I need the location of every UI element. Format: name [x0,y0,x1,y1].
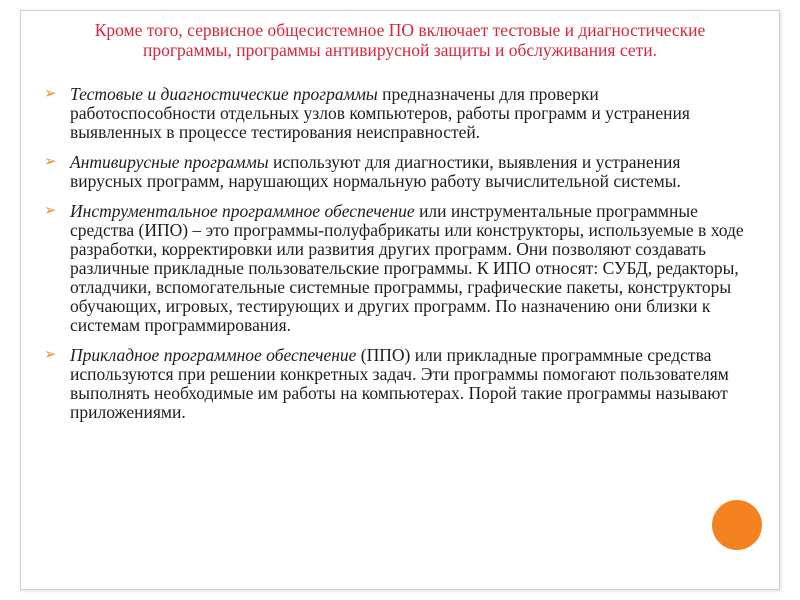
bullet-text: (ППО) или прикладные программные средства используются при решении конкретных задач. Эти программы помогают пользователям выполнять необходимые им работы на компьютерах. Порой такие программы называют приложениями. [70,345,729,422]
list-item [44,85,744,142]
bullet-arrow-icon: ➢ [44,347,57,363]
bullet-term: Инструментальное программное обеспечение [70,201,415,221]
bullet-arrow-icon: ➢ [44,154,57,170]
list-item [44,346,744,422]
intro-paragraph: Кроме того, сервисное общесистемное ПО включает тестовые и диагностические программы, программы антивирусной защиты и обслуживания сети. [94,20,706,60]
bullet-arrow-icon: ➢ [44,203,57,219]
list-item [44,202,744,335]
bullet-term: Прикладное программное обеспечение [70,345,357,365]
bullet-list [44,85,744,433]
bullet-text: используют для диагностики, выявления и устранения вирусных программ, нарушающих нормальную работу вычислительной системы. [70,152,681,191]
bullet-term: Тестовые и диагностические программы [70,84,378,104]
bullet-text: предназначены для проверки работоспособности отдельных узлов компьютеров, работы программ и устранения выявленных в процессе тестирования неисправностей. [70,84,690,142]
list-item [44,153,744,191]
bullet-text: или инструментальные программные средства (ИПО) – это программы-полуфабрикаты или конструкторы, используемые в ходе разработки, корректировки или развития других программ. Они позволяют создавать различные прикладные пользовательские программы. К ИПО относят: СУБД, редакторы, отладчики, вспомогательные системные программы, графические пакеты, конструкторы обучающих, игровых, тестирующих и других программ. По назначению они близки к системам программирования. [70,201,744,335]
bullet-term: Антивирусные программы [70,152,269,172]
decorative-circle [712,500,762,550]
bullet-arrow-icon: ➢ [44,86,57,102]
